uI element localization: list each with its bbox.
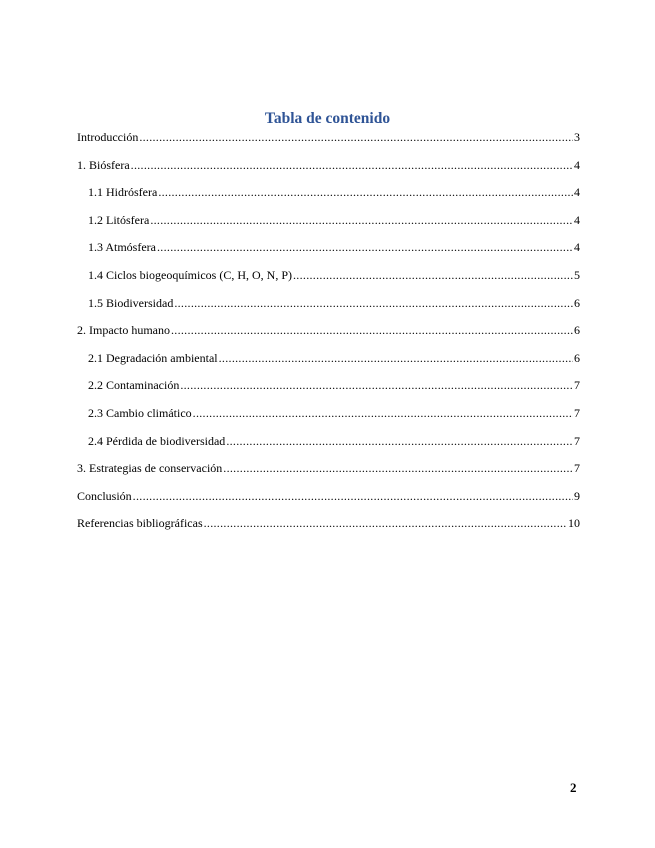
toc-entry-biosfera[interactable] xyxy=(77,158,580,186)
toc-entry-label: 1.2 Litósfera xyxy=(88,212,150,227)
toc-entry-contaminacion[interactable] xyxy=(77,378,580,406)
dot-leader xyxy=(180,378,573,393)
toc-entry-page: 4 xyxy=(574,212,580,227)
toc-entry-page: 7 xyxy=(574,405,580,420)
dot-leader xyxy=(133,489,573,504)
toc-entry-perdida-biodiversidad[interactable] xyxy=(77,434,580,462)
dot-leader xyxy=(139,130,573,145)
toc-entry-label: 2.2 Contaminación xyxy=(88,378,180,393)
toc-entry-label: 1.3 Atmósfera xyxy=(88,240,156,255)
dot-leader xyxy=(131,158,573,173)
toc-entry-label: Conclusión xyxy=(77,488,132,503)
toc-entry-label: 1.5 Biodiversidad xyxy=(88,295,174,310)
toc-entry-label: 2.1 Degradación ambiental xyxy=(88,350,218,365)
dot-leader xyxy=(223,461,573,476)
toc-entry-label: 1. Biósfera xyxy=(77,157,130,172)
toc-entry-page: 4 xyxy=(574,157,580,172)
dot-leader xyxy=(193,406,573,421)
toc-entry-ciclos-biogeoquimicos[interactable] xyxy=(77,268,580,296)
toc-entry-page: 4 xyxy=(574,185,580,200)
dot-leader xyxy=(226,434,573,449)
toc-entry-label: 1.4 Ciclos biogeoquímicos (C, H, O, N, P) xyxy=(88,267,292,282)
dot-leader xyxy=(158,185,573,200)
table-of-contents xyxy=(77,130,580,544)
toc-entry-page: 7 xyxy=(574,433,580,448)
toc-entry-cambio-climatico[interactable] xyxy=(77,406,580,434)
toc-entry-referencias[interactable] xyxy=(77,516,580,544)
toc-title: Tabla de contenido xyxy=(264,110,391,127)
toc-entry-page: 4 xyxy=(574,240,580,255)
toc-entry-atmosfera[interactable] xyxy=(77,240,580,268)
toc-entry-page: 7 xyxy=(574,378,580,393)
toc-entry-biodiversidad[interactable] xyxy=(77,296,580,324)
toc-entry-page: 6 xyxy=(574,350,580,365)
toc-entry-hidrosfera[interactable] xyxy=(77,185,580,213)
dot-leader xyxy=(219,351,573,366)
toc-entry-label: Referencias bibliográficas xyxy=(77,516,203,531)
toc-entry-page: 5 xyxy=(574,267,580,282)
toc-entry-impacto-humano[interactable] xyxy=(77,323,580,351)
dot-leader xyxy=(150,213,573,228)
dot-leader xyxy=(157,240,573,255)
toc-entry-label: Introducción xyxy=(77,130,139,144)
dot-leader xyxy=(171,323,573,338)
toc-entry-page: 3 xyxy=(574,130,580,144)
dot-leader xyxy=(204,516,567,531)
toc-entry-page: 9 xyxy=(574,488,580,503)
toc-entry-label: 2.4 Pérdida de biodiversidad xyxy=(88,433,226,448)
toc-entry-estrategias-conservacion[interactable] xyxy=(77,461,580,489)
toc-entry-label: 2. Impacto humano xyxy=(77,323,170,338)
toc-entry-page: 7 xyxy=(574,461,580,476)
toc-entry-page: 6 xyxy=(574,295,580,310)
toc-entry-page: 6 xyxy=(574,323,580,338)
toc-entry-label: 1.1 Hidrósfera xyxy=(88,185,158,200)
toc-entry-label: 3. Estrategias de conservación xyxy=(77,461,223,476)
toc-entry-degradacion-ambiental[interactable] xyxy=(77,351,580,379)
toc-entry-label: 2.3 Cambio climático xyxy=(88,405,192,420)
toc-entry-litosfera[interactable] xyxy=(77,213,580,241)
dot-leader xyxy=(293,268,573,283)
toc-entry-page: 10 xyxy=(568,516,580,531)
toc-entry-conclusion[interactable] xyxy=(77,489,580,517)
dot-leader xyxy=(174,296,573,311)
toc-entry-introduccion[interactable] xyxy=(77,130,580,158)
page-number: 2 xyxy=(570,780,577,795)
